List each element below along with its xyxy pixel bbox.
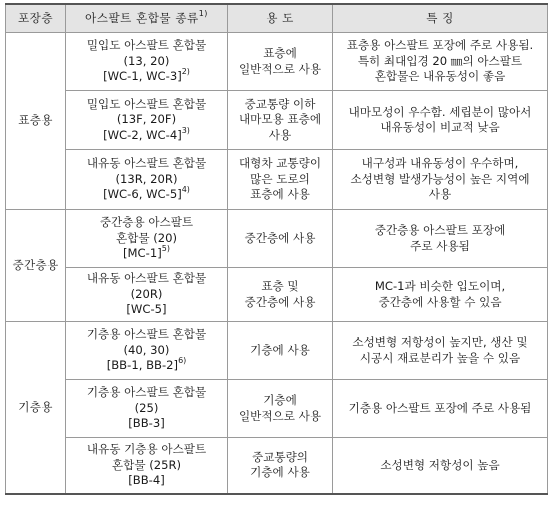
use-cell [228, 438, 333, 494]
feature-cell [333, 210, 548, 268]
mix-type-cell-line: 밀입도 아스팔트 혼합물 [86, 96, 207, 111]
footnote-marker: 5) [161, 244, 170, 254]
mix-type-cell-line: 혼합물 (20) [115, 230, 178, 245]
use-cell-line: 사용 [268, 127, 292, 142]
feature-cell [333, 33, 548, 91]
mix-type-cell-line: [BB-1, BB-2]$^{6)}$ [106, 356, 187, 373]
table-row [6, 322, 548, 380]
feature-cell-line: 내유동성이 비교적 낮음 [380, 120, 500, 134]
use-cell-line: 표층에 [263, 46, 297, 60]
mix-type-cell-line: [BB-4] [128, 473, 165, 487]
feature-cell-line: 소성변형 저항성이 높지만, 생산 및 [352, 335, 528, 349]
mix-type-cell [66, 438, 228, 494]
feature-cell-line: 소성변형 발생가능성이 높은 지역에 [350, 171, 530, 186]
mix-type-cell-line: [WC-2, WC-4]$^{3)}$ [103, 125, 190, 142]
layer-cell: 중간층용 [6, 210, 66, 322]
mix-type-cell-line: 밀입도 아스팔트 혼합물 [86, 38, 207, 53]
header-layer: 포장층 [6, 4, 66, 33]
use-cell-line: 기층에 사용 [250, 342, 310, 357]
mix-type-cell-line: [WC-5] [126, 302, 167, 317]
table-row [6, 33, 548, 91]
use-cell-line: 중간층에 사용 [244, 230, 316, 245]
use-cell [228, 268, 333, 322]
footnote-marker: 4) [181, 185, 190, 195]
use-cell [228, 150, 333, 210]
use-cell-line: 중간층에 사용 [244, 294, 316, 309]
use-cell-line: 일반적으로 사용 [238, 61, 322, 76]
use-cell [228, 33, 333, 91]
table-row [6, 268, 548, 322]
table-row [6, 210, 548, 268]
mix-type-cell-line: 기층용 아스팔트 혼합물 [86, 385, 207, 400]
mix-type-cell [66, 33, 228, 91]
use-cell-line: 대형차 교통량이 [238, 156, 322, 171]
table-row [6, 150, 548, 210]
mix-type-cell-line: (40, 30) [123, 342, 170, 357]
feature-cell-line: 중간층에 사용할 수 있음 [378, 294, 502, 309]
mix-type-cell [66, 210, 228, 268]
feature-cell [333, 150, 548, 210]
feature-cell-line: 내마모성이 우수함. 세립분이 많아서 [348, 104, 532, 119]
feature-cell-line: 사용 [428, 187, 452, 202]
use-cell-line: 일반적으로 사용 [238, 408, 322, 423]
feature-cell-line: 소성변형 저항성이 높음 [380, 457, 500, 472]
layer-cell: 기층용 [6, 322, 66, 494]
feature-cell [333, 322, 548, 380]
use-cell-line: 표층에 사용 [250, 187, 310, 202]
header-feature: 특 징 [333, 4, 548, 33]
mix-type-cell [66, 380, 228, 438]
mix-type-cell-line: 내유동 기층용 아스팔트 [86, 442, 207, 456]
feature-cell-line: 특히 최대입경 20 ㎜의 아스팔트 [357, 53, 523, 68]
use-cell-line: 기층에 사용 [250, 465, 310, 480]
mix-type-cell-line: [WC-1, WC-3]$^{2)}$ [103, 67, 190, 84]
mix-type-cell-line: (20R) [130, 286, 163, 301]
asphalt-mix-table [5, 3, 548, 495]
use-cell [228, 91, 333, 150]
table-row [6, 91, 548, 150]
feature-cell [333, 438, 548, 494]
feature-cell-line: 혼합물은 내유동성이 좋음 [374, 69, 506, 84]
mix-type-cell-line: (13F, 20F) [116, 112, 177, 127]
mix-type-cell [66, 322, 228, 380]
use-cell-line: 중교통량 이하 [244, 96, 316, 111]
footnote-marker: 2) [181, 67, 190, 77]
use-cell-line: 내마모용 표층에 [238, 112, 322, 127]
feature-cell-line: 표층용 아스팔트 포장에 주로 사용됨. [346, 38, 534, 53]
mix-type-cell-line: (25) [134, 400, 159, 415]
feature-cell [333, 380, 548, 438]
use-cell-line: 기층에 [263, 393, 297, 407]
mix-type-cell-line: 기층용 아스팔트 혼합물 [86, 327, 207, 342]
layer-cell: 표층용 [6, 33, 66, 210]
mix-type-cell-line: (13, 20) [123, 53, 170, 68]
footnote-marker: 3) [181, 125, 190, 135]
use-cell-line: 중교통량의 [252, 449, 308, 464]
feature-cell-line: 기층용 아스팔트 포장에 주로 사용됨 [348, 400, 532, 415]
mix-type-cell-line: $[MC-1]^{5)}$ [123, 244, 170, 261]
mix-type-cell [66, 268, 228, 322]
table-body [6, 33, 548, 494]
feature-cell-line: 중간층용 아스팔트 포장에 [374, 223, 506, 237]
mix-type-cell-line: 내유동 아스팔트 혼합물 [86, 271, 207, 286]
table-row [6, 380, 548, 438]
mix-type-cell-line: (13R, 20R) [115, 171, 178, 186]
mix-type-cell-line: 중간층용 아스팔트 [99, 215, 194, 230]
use-cell [228, 210, 333, 268]
feature-cell [333, 268, 548, 322]
feature-cell-line: 주로 사용됨 [410, 238, 470, 253]
mix-type-cell-line: [BB-3] [128, 416, 165, 431]
header-type: 아스팔트 혼합물 종류$^{1)}$ [66, 4, 228, 33]
mix-type-cell [66, 150, 228, 210]
table-header-row [6, 4, 548, 33]
feature-cell-line: 내구성과 내유동성이 우수하며, [361, 156, 519, 171]
mix-type-cell-line: 혼합물 (25R) [111, 457, 182, 472]
use-cell-line: 표층 및 [261, 279, 299, 293]
mix-type-cell-line: [WC-6, WC-5]$^{4)}$ [103, 185, 190, 202]
feature-cell-line: MC-1과 비슷한 입도이며, [374, 279, 506, 293]
feature-cell [333, 91, 548, 150]
use-cell-line: 많은 도로의 [250, 171, 310, 186]
mix-type-cell [66, 91, 228, 150]
feature-cell-line: 시공시 재료분리가 높을 수 있음 [359, 350, 521, 365]
use-cell [228, 322, 333, 380]
mix-type-cell-line: 내유동 아스팔트 혼합물 [86, 156, 207, 171]
footnote-marker: 6) [178, 356, 187, 366]
header-use: 용 도 [228, 4, 333, 33]
use-cell [228, 380, 333, 438]
table-row [6, 438, 548, 494]
